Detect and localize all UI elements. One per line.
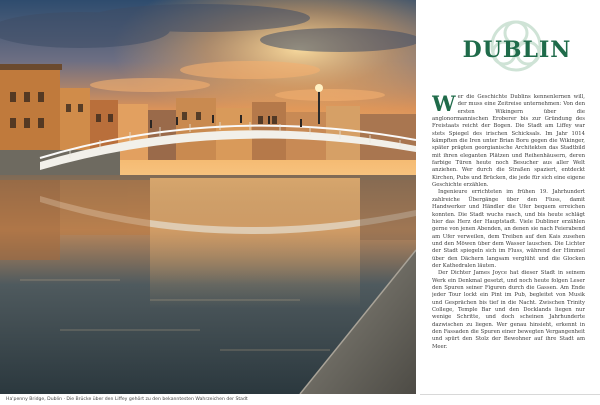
- drop-cap: W: [432, 94, 456, 116]
- paragraph-2: Ingenieure errichteten im frühen 19. Jahrhundert zahlreiche Übergänge über den Fluss, damit Handwerker und Händler die Ufer bequem erreichen konnten. Die Stadt wuchs rasch, und bis heute schlägt hier das Herz der Hauptstadt. Viele Dubliner erzählen gerne von jenen Abenden, an denen sie nach Feierabend am Ufer verweilen, dem Treiben auf den Kais zusehen und den Möwen über dem Wasser lauschen. Die Lichter der Stadt spiegeln sich im Fluss, während der Himmel über den Dächern langsam verglüht und die Glocken der Kathedralen läuten.: [432, 189, 585, 269]
- photo-caption: Ha'penny Bridge, Dublin · Die Brücke über den Liffey gehört zu den bekanntesten Wahrzeichen der Stadt: [6, 397, 248, 402]
- paragraph-1: er die Geschichte Dublins kennenlernen will, der muss eine Zeitreise unternehmen: Von den ersten Wikingern über die anglonormannischen Eroberer bis zur Gründung des Freistaats reicht der Bogen. Die Stadt am Liffey war stets Spiegel des irischen Schicksals. Im Jahr 1014 kämpften die Iren unter Brian Boru gegen die Wikinger, später prägten georgianische Architekten das Stadtbild mit ihren eleganten Plätzen und Reihenhäusern, deren farbige Türen heute noch Besucher aus aller Welt anziehen. Wer durch die Straßen spaziert, entdeckt Kirchen, Pubs und Brücken, die jede für sich eine eigene Geschichte erzählen.: [432, 94, 585, 189]
- paragraph-3: Der Dichter James Joyce hat dieser Stadt in seinem Werk ein Denkmal gesetzt, und noch heute folgen Leser den Spuren seiner Figuren durch die Gassen. Am Ende jeder Tour lockt ein Pint im Pub, begleitet von Musik und Gesprächen bis tief in die Nacht. Zwischen Trinity College, Temple Bar und den Docklands liegen nur wenige Schritte, und doch scheinen Jahrhunderte dazwischen zu liegen. Wer genau hinsieht, erkennt in den Fassaden die Spuren einer bewegten Vergangenheit und spürt den Stolz der Bewohner auf ihre Stadt am Meer.: [432, 270, 585, 350]
- page-title: DUBLIN: [462, 37, 572, 63]
- article-body: [432, 94, 585, 384]
- page-bottom-rule: [420, 394, 600, 395]
